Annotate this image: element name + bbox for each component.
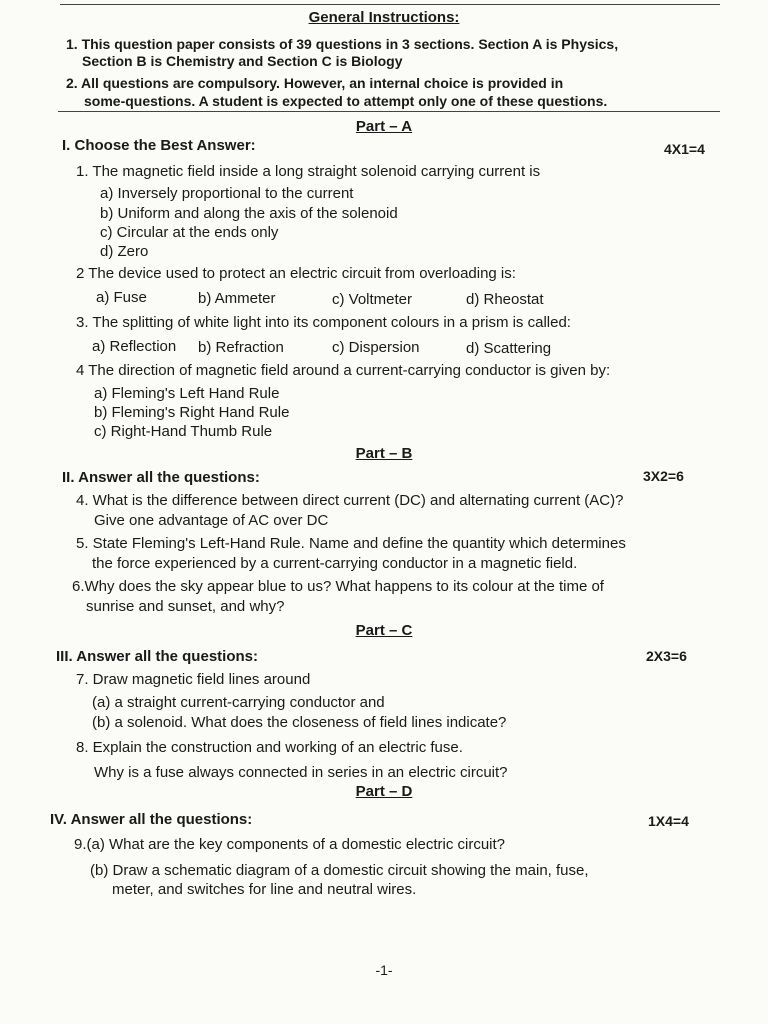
part-d-title: Part – D	[355, 783, 413, 800]
section-1-marks: 4X1=4	[664, 141, 705, 157]
question-8-line-2: Why is a fuse always connected in series in an electric circuit?	[94, 764, 508, 781]
question-8-line-1: 8. Explain the construction and working of an electric fuse.	[76, 739, 463, 756]
question-5-line-1: 5. State Fleming's Left-Hand Rule. Name and define the quantity which determines	[76, 535, 626, 552]
question-7-line-3: (b) a solenoid. What does the closeness of field lines indicate?	[92, 714, 507, 731]
q1-option-c: c) Circular at the ends only	[100, 224, 279, 241]
question-6-line-1: 6.Why does the sky appear blue to us? What happens to its colour at the time of	[72, 578, 604, 595]
q2-option-b: b) Ammeter	[198, 290, 276, 307]
question-4-part-b-line-2: Give one advantage of AC over DC	[94, 512, 329, 529]
q1-option-b: b) Uniform and along the axis of the solenoid	[100, 205, 398, 222]
q3-option-d: d) Scattering	[466, 340, 552, 357]
q4-option-b: b) Fleming's Right Hand Rule	[94, 404, 290, 421]
section-3-marks: 2X3=6	[646, 648, 687, 664]
page-number: -1-	[375, 962, 393, 978]
section-1-heading: I. Choose the Best Answer:	[62, 137, 256, 154]
question-7-line-1: 7. Draw magnetic field lines around	[76, 671, 311, 688]
instructions-bottom-rule	[58, 111, 720, 112]
section-2-marks: 3X2=6	[643, 468, 684, 484]
section-4-marks: 1X4=4	[648, 813, 689, 829]
q2-option-a: a) Fuse	[96, 289, 147, 306]
question-5-line-2: the force experienced by a current-carrying conductor in a magnetic field.	[92, 555, 578, 572]
question-9-line-1: 9.(a) What are the key components of a domestic electric circuit?	[74, 836, 506, 853]
part-b-title: Part – B	[355, 445, 413, 462]
question-9-line-3: meter, and switches for line and neutral wires.	[112, 881, 417, 898]
q3-option-b: b) Refraction	[198, 339, 284, 356]
q3-option-c: c) Dispersion	[332, 339, 420, 356]
q3-option-a: a) Reflection	[92, 338, 177, 355]
general-instructions-title: General Instructions:	[308, 9, 460, 26]
q2-option-d: d) Rheostat	[466, 291, 544, 308]
question-1: 1. The magnetic field inside a long straight solenoid carrying current is	[76, 163, 541, 180]
q1-option-a: a) Inversely proportional to the current	[100, 185, 354, 202]
question-4: 4 The direction of magnetic field around a current-carrying conductor is given by:	[76, 362, 611, 379]
question-6-line-2: sunrise and sunset, and why?	[86, 598, 285, 615]
question-7-line-2: (a) a straight current-carrying conductor and	[92, 694, 385, 711]
instruction-2-line-2: some-questions. A student is expected to attempt only one of these questions.	[84, 93, 608, 109]
part-a-title: Part – A	[355, 118, 413, 135]
question-3: 3. The splitting of white light into its component colours in a prism is called:	[76, 314, 571, 331]
section-4-heading: IV. Answer all the questions:	[50, 811, 253, 828]
question-4-part-b-line-1: 4. What is the difference between direct current (DC) and alternating current (AC)?	[76, 492, 624, 509]
section-2-heading: II. Answer all the questions:	[62, 469, 260, 486]
instruction-1-line-2: Section B is Chemistry and Section C is Biology	[82, 53, 403, 69]
instruction-1-line-1: 1. This question paper consists of 39 questions in 3 sections. Section A is Physics,	[66, 36, 619, 52]
q2-option-c: c) Voltmeter	[332, 291, 413, 308]
part-c-title: Part – C	[355, 622, 413, 639]
instruction-2-line-1: 2. All questions are compulsory. However, an internal choice is provided in	[66, 75, 564, 91]
top-rule	[60, 4, 720, 5]
question-9-line-2: (b) Draw a schematic diagram of a domestic circuit showing the main, fuse,	[90, 862, 589, 879]
q4-option-a: a) Fleming's Left Hand Rule	[94, 385, 280, 402]
question-2: 2 The device used to protect an electric circuit from overloading is:	[76, 265, 516, 282]
q1-option-d: d) Zero	[100, 243, 149, 260]
section-3-heading: III. Answer all the questions:	[56, 648, 258, 665]
q4-option-c: c) Right-Hand Thumb Rule	[94, 423, 273, 440]
